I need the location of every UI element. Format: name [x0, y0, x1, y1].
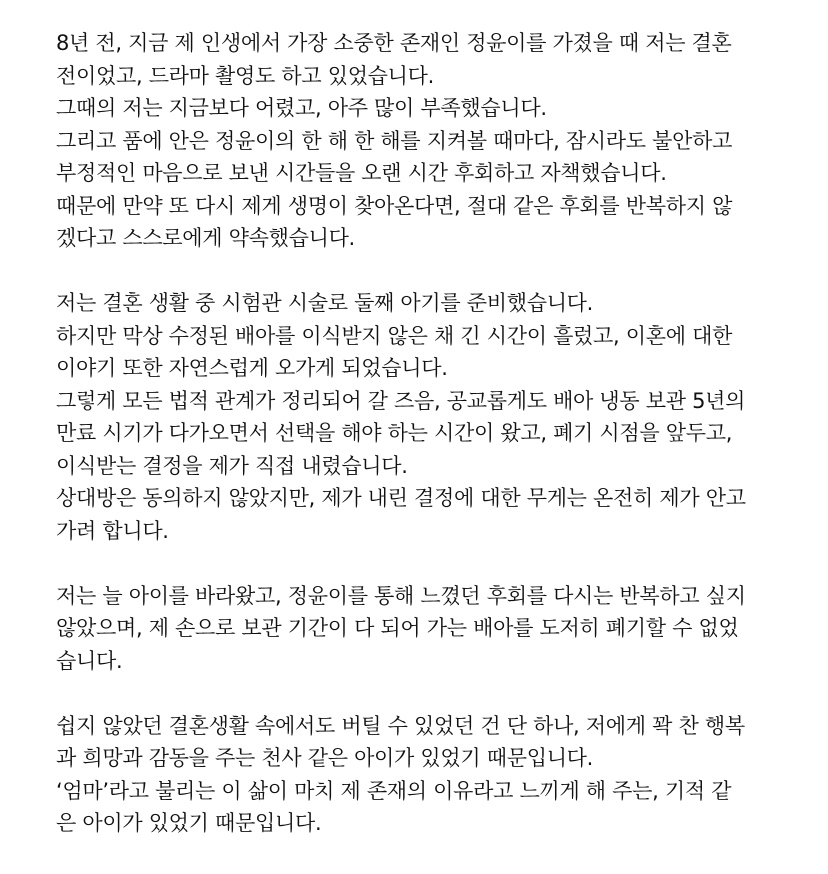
text-line: 만료 시기가 다가오면서 선택을 해야 하는 시간이 왔고, 폐기 시점을 앞두고, [56, 421, 733, 445]
text-line: 쉽지 않았던 결혼생활 속에서도 버틸 수 있었던 건 단 하나, 저에게 꽉 찬 행복 [56, 713, 745, 738]
document-body [56, 27, 816, 872]
text-line: 때문에 만약 또 다시 제게 생명이 찾아온다면, 절대 같은 후회를 반복하지 않 [56, 193, 733, 218]
text-line: 습니다. [56, 648, 123, 673]
paragraph-4 [56, 710, 816, 840]
text-line: 가려 합니다. [56, 518, 169, 543]
text-line: ‘엄마’라고 불리는 이 삶이 마치 제 존재의 이유라고 느끼게 해 주는, 기적 같 [56, 778, 732, 803]
text-line: 상대방은 동의하지 않았지만, 제가 내린 결정에 대한 무게는 온전히 제가 안고 [56, 486, 746, 510]
text-line: 이야기 또한 자연스럽게 오가게 되었습니다. [56, 356, 448, 380]
text-line: 8년 전, 지금 제 인생에서 가장 소중한 존재인 정윤이를 가졌을 때 저는 결혼 [56, 31, 732, 55]
text-line: 저는 결혼 생활 중 시험관 시술로 둘째 아기를 준비했습니다. [56, 291, 594, 315]
text-line: 은 아이가 있었기 때문입니다. [56, 811, 322, 835]
text-line: 부정적인 마음으로 보낸 시간들을 오랜 시간 후회하고 자책했습니다. [56, 161, 667, 185]
text-line: 그리고 품에 안은 정윤이의 한 해 한 해를 지켜볼 때마다, 잠시라도 불안하고 [56, 128, 733, 153]
paragraph-1 [56, 27, 816, 255]
text-line: 그때의 저는 지금보다 어렸고, 아주 많이 부족했습니다. [56, 96, 547, 120]
text-line: 과 희망과 감동을 주는 천사 같은 아이가 있었기 때문입니다. [56, 746, 594, 770]
paragraph-2 [56, 287, 816, 547]
text-line: 하지만 막상 수정된 배아를 이식받지 않은 채 긴 시간이 흘렀고, 이혼에 대한 [56, 323, 733, 348]
text-line: 그렇게 모든 법적 관계가 정리되어 갈 즈음, 공교롭게도 배아 냉동 보관 5년의 [56, 388, 746, 413]
paragraph-3 [56, 580, 816, 678]
text-line: 않았으며, 제 손으로 보관 기간이 다 되어 가는 배아를 도저히 폐기할 수 없었 [56, 616, 739, 640]
text-line: 전이었고, 드라마 촬영도 하고 있었습니다. [56, 63, 435, 88]
text-line: 이식받는 결정을 제가 직접 내렸습니다. [56, 453, 408, 478]
text-line: 저는 늘 아이를 바라왔고, 정윤이를 통해 느꼈던 후회를 다시는 반복하고 싶지 [56, 583, 746, 608]
text-line: 겠다고 스스로에게 약속했습니다. [56, 226, 355, 250]
